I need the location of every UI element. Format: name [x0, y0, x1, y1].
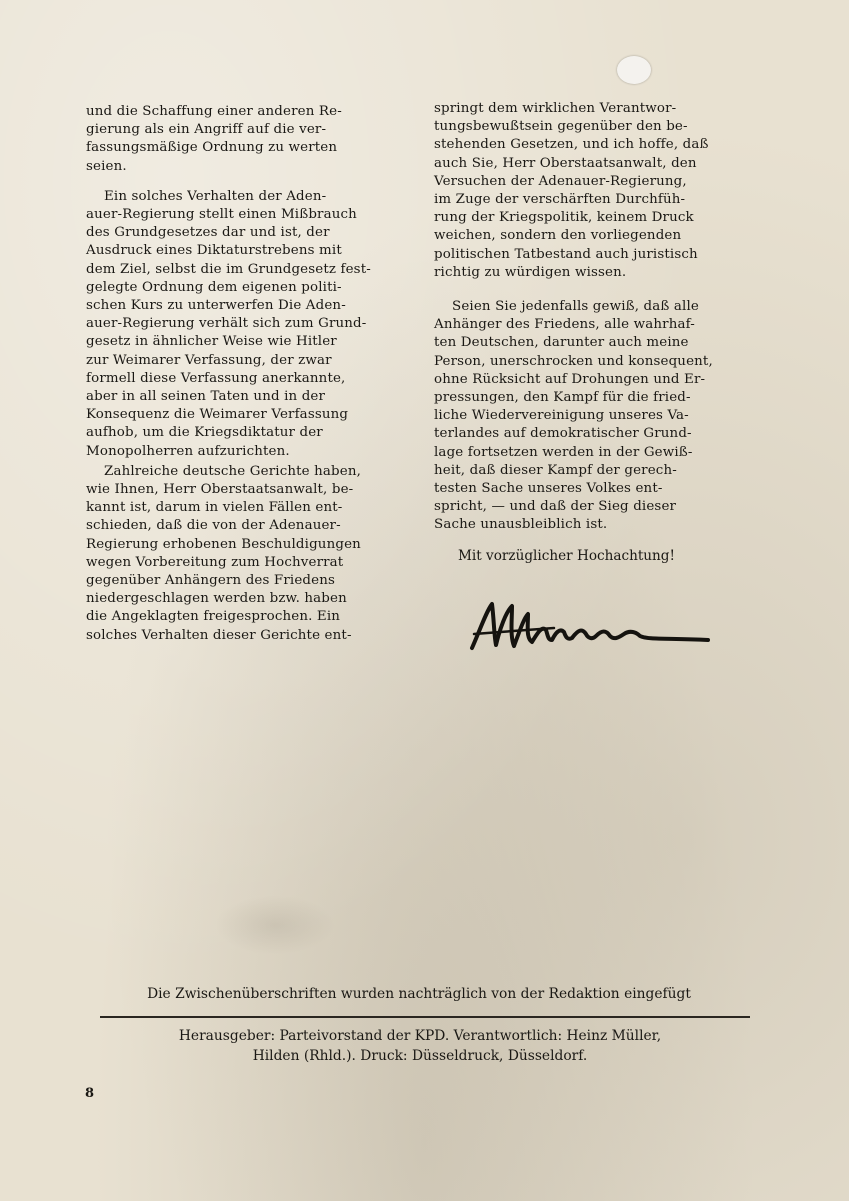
page-number: 8	[85, 1086, 95, 1101]
closing-salutation: Mit vorzüglicher Hochachtung!	[458, 548, 675, 564]
imprint: Herausgeber: Parteivorstand der KPD. Verantwortlich: Heinz Müller, Hilden (Rhld.). Druck: Düsseldruck, Düsseldorf.	[178, 1028, 662, 1064]
ink-bleed-through	[215, 895, 335, 955]
punch-hole	[617, 56, 651, 84]
editor-note: Die Zwischenüberschriften wurden nachträglich von der Redaktion eingefügt	[147, 986, 691, 1002]
left-column	[86, 103, 406, 645]
left-paragraph-1: und die Schaffung einer anderen Re- gierung als ein Angriff auf die ver- fassungsmäßige Ordnung zu werten seien.	[86, 104, 342, 174]
divider-rule	[100, 1016, 750, 1018]
left-paragraph-3: Zahlreiche deutsche Gerichte haben, wie Ihnen, Herr Oberstaatsanwalt, be- kannt ist, darum in vielen Fällen ent- schieden, daß die von der Adenauer- Regierung erhobenen Beschuldigungen wegen Vorbereitung zum Hochverrat gegenüber Anhängern des Friedens niedergeschlagen werden bzw. haben die Angeklagten freigesprochen. Ein solches Verhalten dieser Gerichte ent-	[86, 463, 362, 643]
right-paragraph-1: springt dem wirklichen Verantwor- tungsbewußtsein gegenüber den be- stehenden Gesetzen, und ich hoffe, daß auch Sie, Herr Oberstaatsanwalt, den Versuchen der Adenauer-Regierung, im Zuge der verschärften Durchfüh- rung der Kriegspolitik, keinem Druck weichen, sondern den vorliegenden politischen Tatbestand auch juristisch richtig zu würdigen wissen.	[434, 101, 709, 280]
handwritten-signature	[468, 590, 718, 660]
right-column	[434, 100, 752, 535]
left-paragraph-2: Ein solches Verhalten der Aden- auer-Regierung stellt einen Mißbrauch des Grundgesetzes dar und ist, der Ausdruck eines Diktaturstrebens mit dem Ziel, selbst die im Grundgesetz fest- gelegte Ordnung dem eigenen politi- schen Kurs zu unterwerfen Die Aden- auer-Regierung verhält sich zum Grund- gesetz in ähnlicher Weise wie Hitler zur Weimarer Verfassung, der zwar formell diese Verfassung anerkannte, aber in all seinen Taten und in der Konsequenz die Weimarer Verfassung aufhob, um die Kriegsdiktatur der Monopolherren aufzurichten.	[86, 188, 371, 459]
signature-image	[468, 590, 718, 660]
right-paragraph-2: Seien Sie jedenfalls gewiß, daß alle Anhänger des Friedens, alle wahrhaf- ten Deutschen, darunter auch meine Person, unerschrocken und konsequent, ohne Rücksicht auf Drohungen und Er- pressungen, den Kampf für die fried- liche Wiedervereinigung unseres Va- terlandes auf demokratischer Grund- lage fortsetzen werden in der Gewiß- heit, daß dieser Kampf der gerech- testen Sache unseres Volkes ent- spricht, — und daß der Sieg dieser Sache unausbleiblich ist.	[434, 299, 713, 533]
